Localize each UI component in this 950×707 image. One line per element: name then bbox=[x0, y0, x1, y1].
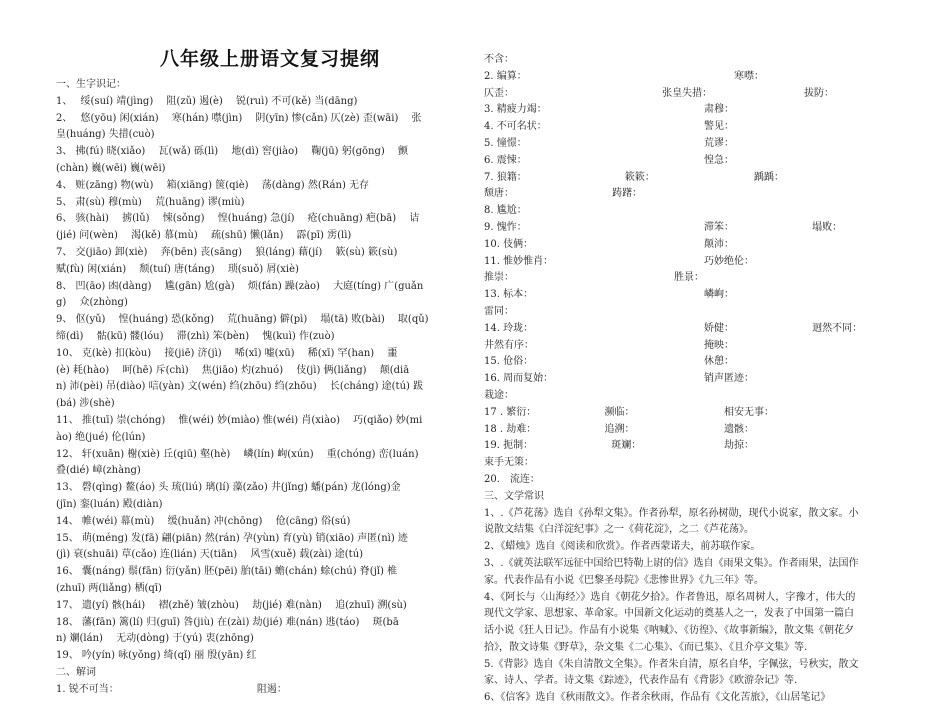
right-text-line bbox=[484, 69, 904, 86]
right-text-segment: 不含： bbox=[484, 54, 514, 65]
right-text-segment: 8. 尴尬： bbox=[484, 205, 527, 217]
right-text-line bbox=[484, 690, 904, 707]
right-text-segment: 井然有序： bbox=[484, 339, 534, 351]
page-title: 八年级上册语文复习提纲 bbox=[159, 48, 380, 70]
right-text-segment: 4、《阿长与〈山海经〉》选自《朝花夕拾》。作者鲁迅，原名周树人，字豫才，伟大的 bbox=[484, 591, 856, 603]
left-text-line: (jì) 衰(shuāi) 草(cǎo) 连(lián) 天(tiān) 风雪(xuě) 载(zài) 途(tú) bbox=[56, 549, 364, 561]
left-text-line: 赋(fù) 闲(xián) 颓(tuí) 唐(táng) 琐(suǒ) 屑(xiè) bbox=[56, 263, 299, 275]
right-text-segment: 6. 震悚： bbox=[484, 154, 527, 166]
right-text-line bbox=[484, 539, 904, 556]
right-text-segment: 2. 编算： bbox=[484, 70, 527, 82]
right-text-line bbox=[484, 489, 904, 506]
right-text-line bbox=[484, 371, 904, 388]
right-column bbox=[484, 52, 904, 707]
right-text-segment: 5. 憧憬： bbox=[484, 137, 527, 149]
right-text-segment: 荒谬： bbox=[704, 137, 734, 149]
left-text-line: n) 斓(lán) 无动(dòng) 于(yú) 衷(zhōng) bbox=[56, 633, 254, 645]
left-text-line: 7、 交(jiāo) 卸(xiè) 奔(bēn) 丧(sāng) 狼(láng) 藉(jí) 簌(sù) 簌(sù) bbox=[56, 246, 398, 258]
right-text-segment: 休憩： bbox=[704, 356, 734, 368]
right-text-segment: 话小说《狂人日记》。作品有小说集《呐喊》、《彷徨》、《故事新编》，散文集《朝花夕 bbox=[484, 625, 854, 637]
left-text-line: 1、 绥(suí) 靖(jìng) 阻(zǔ) 遏(è) 锐(ruì) 不可(kě) 当(dāng) bbox=[56, 95, 358, 107]
right-text-line bbox=[484, 556, 904, 573]
left-text-line: (bá) 涉(shè) bbox=[56, 398, 115, 410]
right-text-segment: 18 . 劫难： 追溯： bbox=[484, 423, 635, 435]
left-text-line: (è) 耗(hào) 呵(hē) 斥(chì) 焦(jiāo) 灼(zhuó) 伎(jì) 俩(liǎng) 颠(diā bbox=[56, 364, 410, 376]
left-text-line: 二、解词 bbox=[56, 666, 96, 678]
right-text-line bbox=[484, 287, 904, 304]
right-text-segment: 警见： bbox=[704, 121, 734, 133]
left-text-line: 9、 伛(yǔ) 惶(huáng) 恐(kǒng) 荒(huāng) 僻(pì) 塌(tā) 败(bài) 取(qǔ) bbox=[56, 314, 429, 326]
right-text-segment: 20. 流连： bbox=[484, 473, 540, 485]
right-text-line bbox=[484, 321, 904, 338]
right-text-segment: 16. 周而复始： bbox=[484, 373, 554, 385]
right-text-line bbox=[484, 136, 904, 153]
left-text-line: 1. 锐不可当： 阻遏： bbox=[56, 683, 287, 695]
right-text-line bbox=[484, 254, 904, 271]
left-text-line: 18、 藩(fān) 篱(lí) 归(guī) 咎(jiù) 在(zài) 劫(jié) 难(nán) 逃(táo) 斑(bā bbox=[56, 616, 399, 628]
right-text-segment: 说散文结集《白洋淀纪事》之一《荷花淀》，之二《芦花荡》。 bbox=[484, 524, 754, 536]
right-text-segment: 惶急： bbox=[704, 154, 734, 166]
right-text-line bbox=[484, 472, 904, 489]
right-text-line bbox=[484, 573, 904, 590]
right-text-line bbox=[484, 606, 904, 623]
left-text-line: 皇(huáng) 失措(cuò) bbox=[56, 129, 155, 141]
left-text-line: 19、 吟(yín) 咏(yǒng) 绮(qǐ) 丽 殷(yān) 红 bbox=[56, 650, 257, 662]
right-text-line bbox=[484, 304, 904, 321]
right-text-segment: 束手无策： bbox=[484, 457, 534, 469]
right-text-line bbox=[484, 590, 904, 607]
right-text-line bbox=[484, 405, 904, 422]
left-text-line: (chàn) 巍(wēi) 巍(wēi) bbox=[56, 162, 166, 174]
left-text-line: n) 沛(pèi) 吊(diào) 唁(yàn) 文(wén) 绉(zhōu) 绉(zhōu) 长(cháng) 途(tú) 跋 bbox=[56, 381, 424, 393]
right-text-line bbox=[484, 388, 904, 405]
left-text-line: 4、 赃(zāng) 物(wù) 箱(xiāng) 箧(qiè) 荡(dàng) 然(Rán) 无存 bbox=[56, 179, 370, 191]
left-text-line: 13、 磬(qìng) 鳌(áo) 头 琉(liú) 璃(lí) 藻(zǎo) 井(jǐng) 蟠(pán) 龙(lóng)金 bbox=[56, 482, 401, 494]
right-text-line bbox=[484, 522, 904, 539]
right-text-line bbox=[484, 119, 904, 136]
right-text-segment: 11. 惟妙惟肖： bbox=[484, 255, 554, 267]
right-text-segment: 巧妙绝伦： bbox=[704, 255, 754, 267]
left-text-line: 15、 萌(méng) 发(fā) 翩(piān) 然(rán) 孕(yùn) 育(yù) 销(xiāo) 声匿(nì) 迹 bbox=[56, 532, 408, 544]
right-text-line bbox=[484, 220, 904, 237]
left-text-line: 叠(dié) 嶂(zhàng) bbox=[56, 465, 141, 477]
right-text-line bbox=[484, 422, 904, 439]
right-text-line bbox=[484, 673, 904, 690]
right-text-segment: 15. 伧俗： bbox=[484, 356, 534, 368]
left-text-line: 17、 遗(yí) 骸(hái) 褶(zhě) 皱(zhòu) 劫(jié) 难(nàn) 追(zhuī) 溯(sù) bbox=[56, 599, 407, 611]
right-text-segment: 掩映： bbox=[704, 339, 734, 351]
left-column bbox=[56, 77, 466, 698]
right-text-segment: 寒噤： bbox=[734, 70, 764, 82]
right-text-segment: 仄歪： 张皇失措： bbox=[484, 87, 713, 99]
right-text-line bbox=[484, 438, 904, 455]
left-text-line: (jié) 问(wèn) 渴(kě) 慕(mù) 疏(shū) 懒(lǎn) 霹(pī) 雳(lì) bbox=[56, 230, 352, 242]
right-text-segment: 3. 精疲力竭： bbox=[484, 104, 547, 116]
right-text-segment: 雷同： bbox=[484, 305, 514, 317]
left-text-line: 一、生字识记： bbox=[56, 79, 126, 90]
right-text-segment: 6、《信客》选自《秋雨散文》。作者余秋雨，作品有《文化苦旅》，《山居笔记》 bbox=[484, 692, 831, 704]
right-text-line bbox=[484, 52, 904, 69]
right-text-line bbox=[484, 338, 904, 355]
right-text-line bbox=[484, 640, 904, 657]
right-text-segment: 娇健： 迥然不同： bbox=[704, 322, 863, 334]
right-text-segment: 嶙峋： bbox=[704, 289, 734, 301]
left-text-line: ào) 绝(jué) 伦(lún) bbox=[56, 431, 146, 443]
right-text-line bbox=[484, 623, 904, 640]
right-text-segment: 踽踽： bbox=[754, 171, 784, 183]
right-text-segment: 1、.《芦花荡》选自《孙犁文集》。作者孙犁，原名孙树勋，现代小说家，散文家。小 bbox=[484, 507, 859, 519]
left-text-line: (zhuī) 两(liǎng) 栖(qī) bbox=[56, 582, 162, 594]
right-text-segment: 三、文学常识 bbox=[484, 490, 544, 502]
right-text-segment: 销声匿迹： bbox=[704, 373, 754, 385]
right-text-segment: 19. 扼制： 斑斓： bbox=[484, 440, 642, 452]
right-text-segment: 拔防： bbox=[804, 87, 834, 99]
left-text-line: 3、 拂(fú) 晓(xiǎo) 瓦(wǎ) 砾(lì) 地(dì) 窖(jiào) 鞠(jū) 躬(gōng) 颤 bbox=[56, 146, 408, 158]
right-text-segment: 滞笨： 塌败： bbox=[704, 221, 843, 233]
left-text-line: 6、 骇(hài) 掳(lǔ) 悚(sǒng) 惶(huáng) 急(jí) 疮(chuāng) 疤(bā) 诘 bbox=[56, 213, 420, 225]
left-text-line: 11、 推(tuī) 崇(chóng) 惟(wéi) 妙(miào) 惟(wéi) 肖(xiào) 巧(qiǎo) 妙(mi bbox=[56, 414, 423, 426]
left-text-line: 2、 悠(yōu) 闲(xián) 寒(hán) 噤(jìn) 阴(yīn) 惨(cǎn) 仄(zè) 歪(wāi) 张 bbox=[56, 112, 422, 124]
right-text-segment: 胜景： bbox=[674, 272, 704, 284]
right-text-segment: 5.《背影》选自《朱自清散文全集》。作者朱自清，原名自华，字佩弦，号秋实，散文 bbox=[484, 658, 859, 670]
right-text-line bbox=[484, 153, 904, 170]
right-text-line bbox=[484, 102, 904, 119]
right-text-line bbox=[484, 86, 904, 103]
right-text-segment: 栽途： bbox=[484, 389, 514, 401]
right-text-segment: 13. 标本： bbox=[484, 289, 534, 301]
right-text-line bbox=[484, 203, 904, 220]
right-text-line bbox=[484, 354, 904, 371]
right-text-segment: 4. 不可名状： bbox=[484, 121, 547, 133]
left-text-line: g) 众(zhòng) bbox=[56, 297, 128, 309]
right-text-segment: 肃穆： bbox=[704, 104, 734, 116]
right-text-segment: 颠沛： bbox=[704, 238, 734, 250]
right-text-segment: 17 . 繁衍： 濒临： bbox=[484, 406, 635, 418]
left-text-line: 14、 帷(wéi) 幕(mù) 缓(huǎn) 冲(chōng) 伧(cāng) 俗(sú) bbox=[56, 515, 351, 527]
right-text-segment: 3、.《就英法联军远征中国给巴特勒上尉的信》选自《雨果文集》。作者雨果，法国作 bbox=[484, 557, 859, 569]
right-text-segment: 9. 愧怍： bbox=[484, 221, 527, 233]
right-text-segment: 7. 狼籍： 簌簌： bbox=[484, 171, 655, 183]
left-text-line: 10、 克(kè) 扣(kòu) 接(jiē) 济(jì) 唏(xī) 嘘(xū) 稀(xī) 罕(han) 噩 bbox=[56, 347, 398, 359]
right-text-segment: 颓唐： 踌躇： bbox=[484, 188, 643, 200]
right-text-line bbox=[484, 455, 904, 472]
right-text-line bbox=[484, 170, 904, 187]
right-text-segment: 相安无事： bbox=[724, 406, 774, 418]
right-text-line bbox=[484, 186, 904, 203]
right-text-segment: 2、《蜡烛》选自《阅读和欣赏》。作者西蒙诺夫，前苏联作家。 bbox=[484, 541, 761, 553]
left-text-line: 12、 轩(xuān) 榭(xiè) 丘(qiū) 壑(hè) 嶙(lín) 峋(xún) 重(chóng) 峦(luán) bbox=[56, 448, 419, 460]
right-text-segment: 推崇： bbox=[484, 272, 514, 284]
left-text-line: 5、 肃(sù) 穆(mù) 荒(huāng) 谬(miù) bbox=[56, 196, 245, 208]
left-text-line: 缔(dì) 骷(kū) 髅(lóu) 滞(zhì) 笨(bèn) 愧(kuì) 作(zuò) bbox=[56, 330, 335, 342]
right-text-segment: 14. 玲珑： bbox=[484, 322, 534, 334]
right-text-segment: 拾》，散文诗集《野草》，杂文集《二心集》、《而已集》、《且介亭文集》等. bbox=[484, 641, 808, 653]
right-text-segment: 劫掠： bbox=[724, 440, 754, 452]
right-text-line bbox=[484, 237, 904, 254]
right-text-line bbox=[484, 506, 904, 523]
right-text-segment: 10. 伎俩： bbox=[484, 238, 534, 250]
right-text-line bbox=[484, 270, 904, 287]
right-text-segment: 家。代表作品有小说《巴黎圣母院》《悲惨世界》《九三年》等。 bbox=[484, 574, 764, 586]
left-text-line: 16、 囊(náng) 鬃(fān) 衍(yǎn) 胚(pēi) 胎(tāi) 蟾(chán) 蜍(chú) 脊(jǐ) 椎 bbox=[56, 566, 398, 578]
right-text-segment: 家、诗人、学者。诗文集《踪迹》，代表作品有《背影》《欧游杂记》等. bbox=[484, 675, 798, 687]
left-text-line: 8、 凹(āo) 凼(dàng) 尴(gān) 尬(gà) 烦(fán) 躁(zào) 大庭(tíng) 广(guǎn bbox=[56, 280, 424, 292]
right-text-segment: 遗骸： bbox=[724, 423, 754, 435]
left-text-line: (jīn) 銮(luán) 殿(diàn) bbox=[56, 498, 163, 510]
right-text-segment: 现代文学家、思想家、革命家。中国新文化运动的奠基人之一，发表了中国第一篇白 bbox=[484, 608, 854, 620]
